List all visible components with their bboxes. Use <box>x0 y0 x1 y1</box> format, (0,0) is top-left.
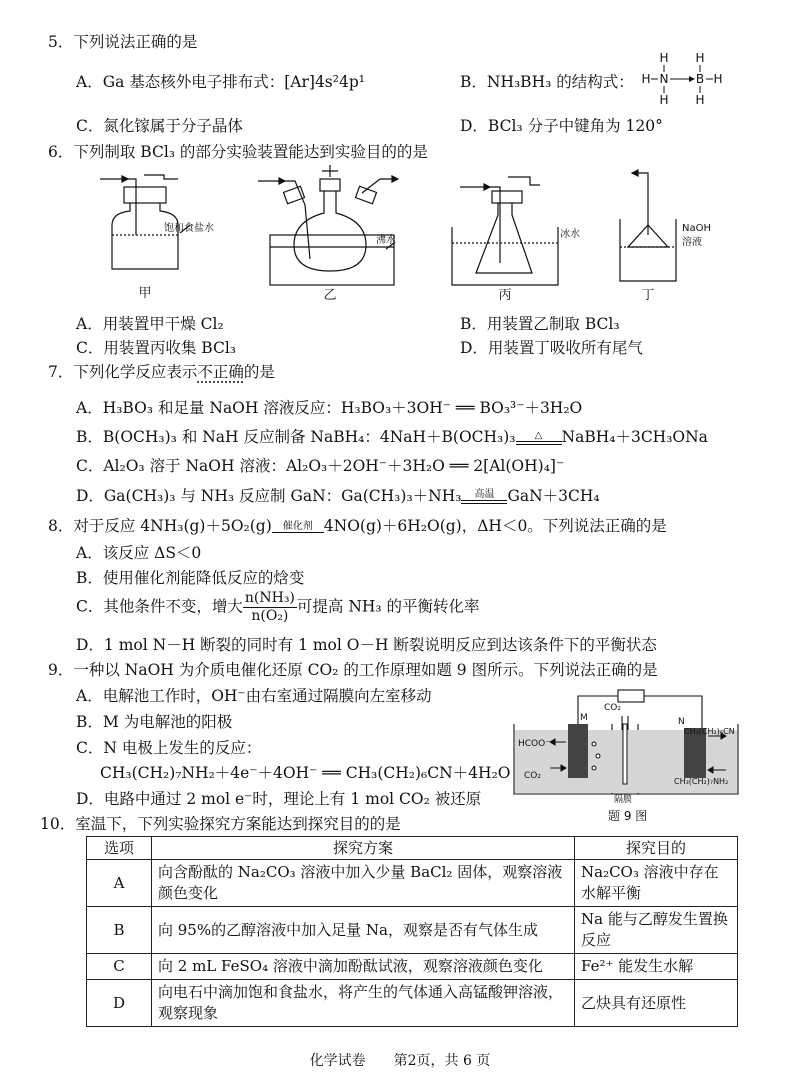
row-option: B <box>87 907 152 954</box>
q8-stem: 8．对于反应 4NH₃(g)＋5O₂(g) 催化剂 4NO(g)＋6H₂O(g)，ΔH＜0。下列说法正确的是 <box>48 517 667 535</box>
q6-stem: 6．下列制取 BCl₃ 的部分实验装置能达到实验目的的是 <box>48 143 428 161</box>
table-row <box>87 860 738 907</box>
fig9-n: N <box>678 717 685 727</box>
q10-stem: 10．室温下，下列实验探究方案能达到探究目的的是 <box>40 815 401 833</box>
header-option: 选项 <box>87 837 152 860</box>
fig9-caption: 题 9 图 <box>608 809 648 823</box>
q9-option-d: D．电路中通过 2 mol e⁻时，理论上有 1 mol CO₂ 被还原 <box>76 790 482 808</box>
header-goal: 探究目的 <box>575 837 738 860</box>
q7-option-b: B．B(OCH₃)₃ 和 NaH 反应制备 NaBH₄：4NaH＋B(OCH₃)₃ △ NaBH₄＋3CH₃ONa <box>76 428 708 446</box>
fig9-co2: CO₂ <box>524 771 541 781</box>
label-saturated-brine: 饱和食盐水 <box>164 223 214 234</box>
table-row <box>87 907 738 954</box>
nh3bh3-structure <box>638 50 728 108</box>
q9-option-c-equation: CH₃(CH₂)₇NH₂＋4e⁻＋4OH⁻ ══ CH₃(CH₂)₆CN＋4H₂O <box>100 764 511 782</box>
label-boiling-water: 沸水 <box>376 235 396 246</box>
fig9-ch3cn: CH₃(CH₂)₆CN <box>684 727 735 736</box>
header-plan: 探究方案 <box>152 837 575 860</box>
row-plan: 向含酚酞的 Na₂CO₃ 溶液中加入少量 BaCl₂ 固体，观察溶液颜色变化 <box>152 860 575 907</box>
q8-option-b: B．使用催化剂能降低反应的焓变 <box>76 569 305 587</box>
row-plan: 向 95%的乙醇溶液中加入足量 Na，观察是否有气体生成 <box>152 907 575 954</box>
label-bing: 丙 <box>498 288 512 303</box>
q9-stem: 9．一种以 NaOH 为介质电催化还原 CO₂ 的工作原理如题 9 图所示。下列说法正确的是 <box>48 661 658 679</box>
q5-option-a: A．Ga 基态核外电子排布式：[Ar]4s²4p¹ <box>76 73 365 91</box>
row-plan: 向 2 mL FeSO₄ 溶液中滴加酚酞试液，观察溶液颜色变化 <box>152 954 575 980</box>
row-goal: 乙炔具有还原性 <box>575 980 738 1027</box>
q8-option-c: C．其他条件不变，增大 $\frac{\text{n(NH₃)}}{\text{n(O₂)}}$ 可提高 NH₃ 的平衡转化率 <box>76 590 480 624</box>
q9-option-c: C．N 电极上发生的反应： <box>76 739 262 757</box>
q8-option-d: D．1 mol N－H 断裂的同时有 1 mol O－H 断裂说明反应到达该条件下的平衡状态 <box>76 636 657 654</box>
q6-option-b: B．用装置乙制取 BCl₃ <box>460 315 620 333</box>
q6-apparatus-figure <box>80 165 720 305</box>
row-goal: Na 能与乙醇发生置换反应 <box>575 907 738 954</box>
table-row <box>87 980 738 1027</box>
q9-option-b: B．M 为电解池的阳极 <box>76 713 233 731</box>
struct-h: H <box>695 51 705 65</box>
q6-option-a: A．用装置甲干燥 Cl₂ <box>76 315 224 333</box>
q5-stem: 5．下列说法正确的是 <box>48 33 198 51</box>
q9-option-a: A．电解池工作时，OH⁻由右室通过隔膜向左室移动 <box>76 687 432 705</box>
fig9-membrane: 隔膜 <box>614 795 633 805</box>
struct-h: H <box>659 93 669 107</box>
fig9-m: M <box>580 713 588 723</box>
page-footer: 化学试卷 第2页，共 6 页 <box>309 1053 491 1069</box>
struct-n: N <box>659 72 669 86</box>
struct-h: H <box>641 72 651 86</box>
row-option: C <box>87 954 152 980</box>
struct-b: B <box>695 72 705 86</box>
struct-h: H <box>713 72 723 86</box>
table-header <box>87 837 738 860</box>
fig9-ch3nh2: CH₃(CH₂)₇NH₂ <box>674 777 729 786</box>
q5-option-c: C．氮化镓属于分子晶体 <box>76 117 243 135</box>
fig9-hcoo: HCOO⁻ <box>518 739 550 749</box>
q7-option-a: A．H₃BO₃ 和足量 NaOH 溶液反应：H₃BO₃＋3OH⁻ ══ BO₃³⁻＋3H₂O <box>76 399 583 417</box>
q7-option-c: C．Al₂O₃ 溶于 NaOH 溶液：Al₂O₃＋2OH⁻＋3H₂O ══ 2[Al(OH)₄]⁻ <box>76 457 565 475</box>
row-plan: 向电石中滴加饱和食盐水，将产生的气体通入高锰酸钾溶液，观察现象 <box>152 980 575 1027</box>
row-goal: Na₂CO₃ 溶液中存在水解平衡 <box>575 860 738 907</box>
q5-option-d: D．BCl₃ 分子中键角为 120° <box>460 117 663 135</box>
q7-option-d: D．Ga(CH₃)₃ 与 NH₃ 反应制 GaN：Ga(CH₃)₃＋NH₃ 高温 GaN＋3CH₄ <box>76 487 600 505</box>
fig9-co2-top: CO₂ <box>604 703 621 713</box>
emphasis-text: 不正确 <box>197 363 244 381</box>
label-solution: 溶液 <box>682 237 702 248</box>
q10-table <box>86 836 738 1027</box>
q7-stem: 7．下列化学反应表示不正确的是 <box>48 363 275 381</box>
q8-option-a: A．该反应 ΔS＜0 <box>76 544 202 562</box>
row-goal: Fe²⁺ 能发生水解 <box>575 954 738 980</box>
label-ding: 丁 <box>641 288 655 303</box>
label-ice-water: 冰水 <box>560 229 580 240</box>
label-naoh: NaOH <box>682 223 711 234</box>
table-row <box>87 954 738 980</box>
struct-h: H <box>659 51 669 65</box>
q6-option-c: C．用装置丙收集 BCl₃ <box>76 339 236 357</box>
row-option: D <box>87 980 152 1027</box>
q6-option-d: D．用装置丁吸收所有尾气 <box>460 339 643 357</box>
struct-h: H <box>695 93 705 107</box>
label-jia: 甲 <box>138 286 152 301</box>
row-option: A <box>87 860 152 907</box>
label-yi: 乙 <box>323 288 337 303</box>
q9-electrolysis-figure <box>512 684 742 824</box>
q5-option-b: B．NH₃BH₃ 的结构式： <box>460 73 634 91</box>
